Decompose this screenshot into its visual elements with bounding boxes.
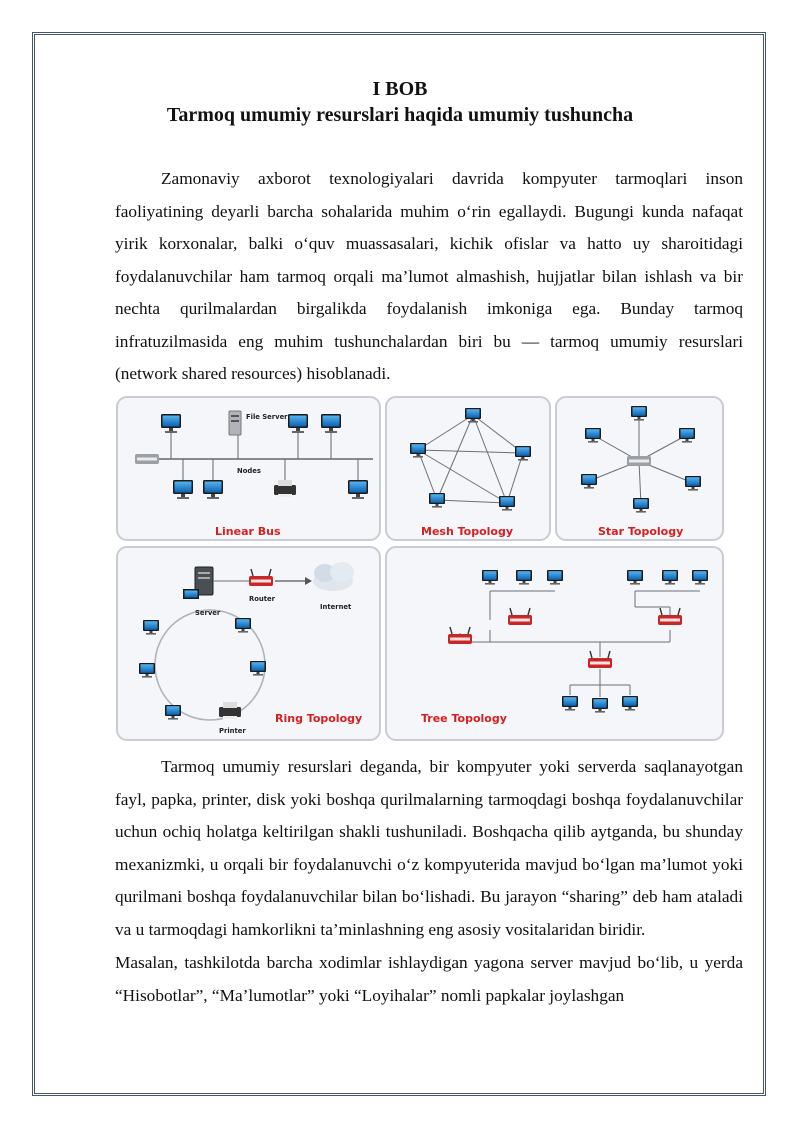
- panel-ring: [117, 547, 380, 740]
- paragraph-intro: [115, 163, 743, 391]
- tree-topology-label: Tree Topology: [421, 712, 507, 725]
- linear-bus-label: Linear Bus: [215, 525, 281, 538]
- paragraph-text: Tarmoq umumiy resurslari deganda, bir kompyuter yoki serverda saqlanayotgan fayl, papka, printer, disk yoki boshqa qurilmalarning tarmoqdagi boshqa foydalanuvchilar uchun ochiq holatga keltirilgan shakli tushuniladi. Boshqacha qilib aytganda, bu shunday mexanizmki, u orqali bir foydalanuvchi o‘z kompyuterida mavjud bo‘lgan ma’lumot yoki qurilmani boshqa foydalanuvchilar bilan bo‘lishadi. Bu jarayon “sharing” deb ham ataladi va u tarmoqdagi hamkorlikni ta’minlashning eng asosiy vositalaridan biridir.: [115, 757, 743, 939]
- router-label: Router: [249, 595, 275, 603]
- star-topology-label: Star Topology: [598, 525, 684, 538]
- paragraph-example: [115, 947, 743, 1012]
- printer-label: Printer: [219, 727, 246, 735]
- terminator-icon: [135, 454, 159, 464]
- paragraph-text: Zamonaviy axborot texnologiyalari davrida kompyuter tarmoqlari inson faoliyatining deyarli barcha sohalarida muhim o‘rin egallaydi. Bugungi kunda nafaqat yirik korxonalar, balki o‘quv muassasalari, kichik ofislar va hatto uy sharoitidagi foydalanuvchilar ham tarmoq orqali ma’lumot almashish, hujjatlar bilan ishlash va bir nechta qurilmalardan birgalikda foydalanish imkoniga ega. Bunday tarmoq infratuzilmasida eng muhim tushunchalardan biri bu — tarmoq umumiy resurslari (network shared resources) hisoblanadi.: [115, 169, 743, 383]
- panel-star: [556, 397, 723, 540]
- panel-linear-bus: [117, 397, 380, 540]
- file-server-icon: [229, 411, 241, 435]
- file-server-label: File Server: [246, 413, 288, 421]
- internet-cloud-icon: [313, 562, 354, 591]
- hub-icon: [627, 456, 651, 466]
- mesh-topology-label: Mesh Topology: [421, 525, 514, 538]
- internet-label: Internet: [320, 603, 352, 611]
- panel-mesh: [386, 397, 550, 540]
- paragraph-text: Masalan, tashkilotda barcha xodimlar ishlaydigan yagona server mavjud bo‘lib, u yerda “Hisobotlar”, “Ma’lumotlar” yoki “Loyihalar” nomli papkalar joylashgan: [115, 953, 743, 1005]
- network-topologies-figure: [115, 395, 727, 743]
- chapter-number: I BOB: [372, 78, 428, 100]
- paragraph-definition: [115, 751, 743, 946]
- nodes-label: Nodes: [237, 467, 261, 475]
- chapter-title: Tarmoq umumiy resurslari haqida umumiy tushuncha: [166, 104, 634, 126]
- server-label: Server: [195, 609, 221, 617]
- panel-tree: [386, 547, 723, 740]
- ring-topology-label: Ring Topology: [275, 712, 363, 725]
